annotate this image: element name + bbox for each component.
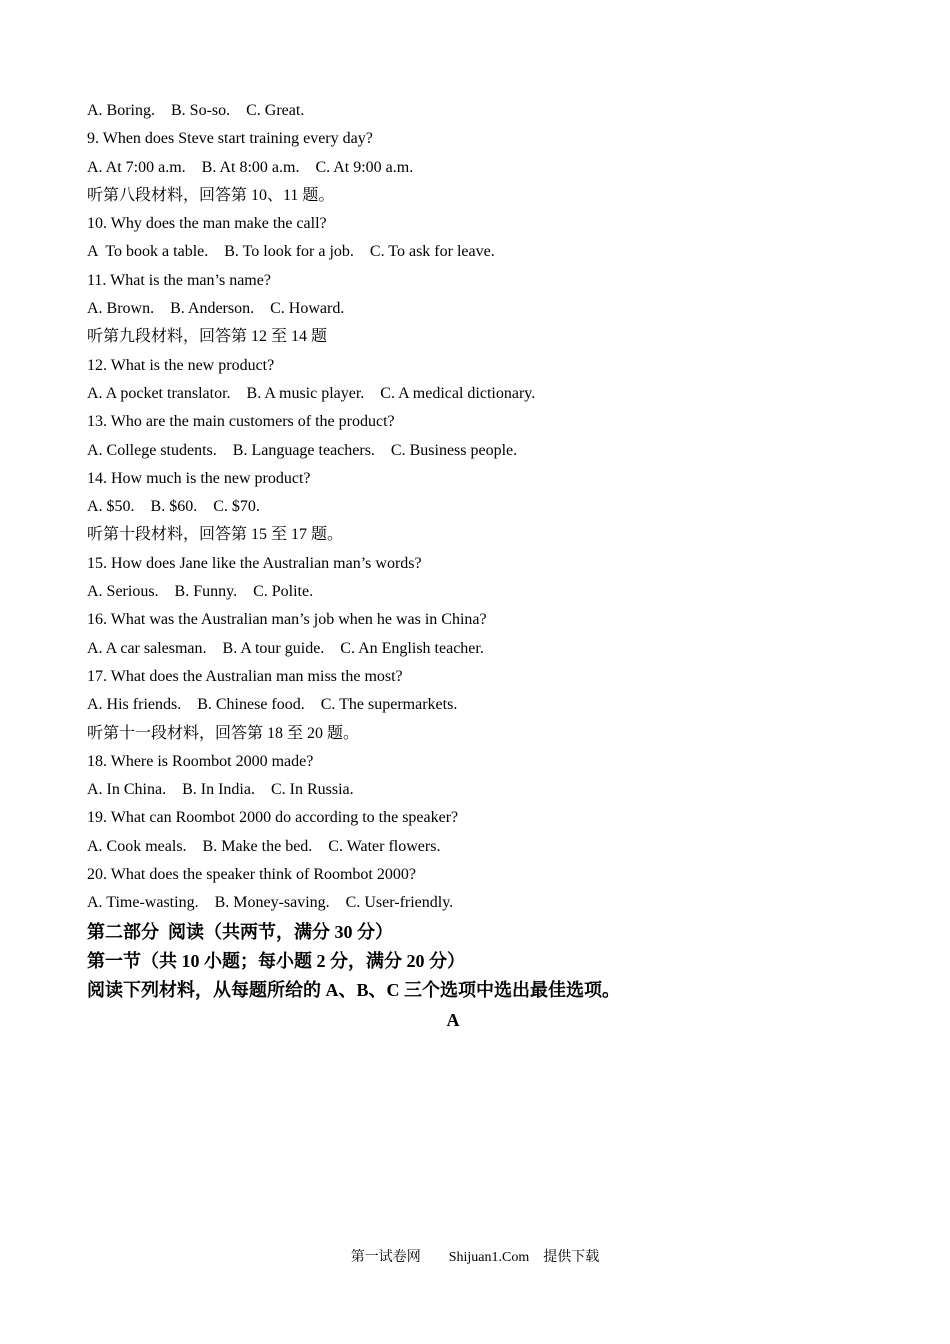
document-body	[87, 97, 867, 1035]
answer-options-q13: A. College students. B. Language teachers. C. Business people.	[87, 441, 518, 459]
answer-options-q16: A. A car salesman. B. A tour guide. C. An English teacher.	[87, 639, 484, 657]
question-12: 12. What is the new product?	[87, 356, 275, 374]
section-instruction-10: 听第十段材料，回答第 15 至 17 题。	[87, 526, 344, 544]
section-instruction-8: 听第八段材料，回答第 10、11 题。	[87, 186, 335, 204]
answer-options-q10: A To book a table. B. To look for a job. C. To ask for leave.	[87, 243, 495, 261]
passage-label: A	[446, 1009, 460, 1030]
question-16: 16. What was the Australian man’s job when he was in China?	[87, 611, 487, 629]
question-10: 10. Why does the man make the call?	[87, 215, 327, 233]
page-footer: 第一试卷网 Shijuan1.Com 提供下载	[350, 1250, 600, 1265]
answer-options-q19: A. Cook meals. B. Make the bed. C. Water flowers.	[87, 837, 441, 855]
question-20: 20. What does the speaker think of Roombot 2000?	[87, 866, 416, 884]
question-11: 11. What is the man’s name?	[87, 271, 271, 289]
section-instruction-11: 听第十一段材料，回答第 18 至 20 题。	[87, 724, 360, 742]
section-one-heading: 第一节（共 10 小题；每小题 2 分，满分 20 分）	[87, 950, 465, 971]
question-17: 17. What does the Australian man miss the most?	[87, 667, 403, 685]
answer-options-q14: A. $50. B. $60. C. $70.	[87, 498, 260, 516]
answer-options-q11: A. Brown. B. Anderson. C. Howard.	[87, 300, 345, 318]
answer-options-q8: A. Boring. B. So-so. C. Great.	[87, 102, 305, 119]
part-two-heading: 第二部分 阅读（共两节，满分 30 分）	[87, 921, 393, 942]
question-19: 19. What can Roombot 2000 do according to the speaker?	[87, 809, 459, 827]
answer-options-q15: A. Serious. B. Funny. C. Polite.	[87, 583, 314, 601]
answer-options-q18: A. In China. B. In India. C. In Russia.	[87, 781, 354, 799]
question-18: 18. Where is Roombot 2000 made?	[87, 752, 314, 770]
question-15: 15. How does Jane like the Australian man’s words?	[87, 554, 422, 572]
question-9: 9. When does Steve start training every day?	[87, 130, 373, 148]
reading-instruction: 阅读下列材料，从每题所给的 A、B、C 三个选项中选出最佳选项。	[87, 980, 621, 1001]
answer-options-q20: A. Time-wasting. B. Money-saving. C. User-friendly.	[87, 894, 454, 912]
answer-options-q12: A. A pocket translator. B. A music player. C. A medical dictionary.	[87, 384, 536, 402]
answer-options-q9: A. At 7:00 a.m. B. At 8:00 a.m. C. At 9:00 a.m.	[87, 158, 414, 176]
section-instruction-9: 听第九段材料，回答第 12 至 14 题	[87, 328, 328, 346]
question-14: 14. How much is the new product?	[87, 469, 311, 487]
answer-options-q17: A. His friends. B. Chinese food. C. The supermarkets.	[87, 696, 458, 714]
question-13: 13. Who are the main customers of the product?	[87, 413, 395, 431]
